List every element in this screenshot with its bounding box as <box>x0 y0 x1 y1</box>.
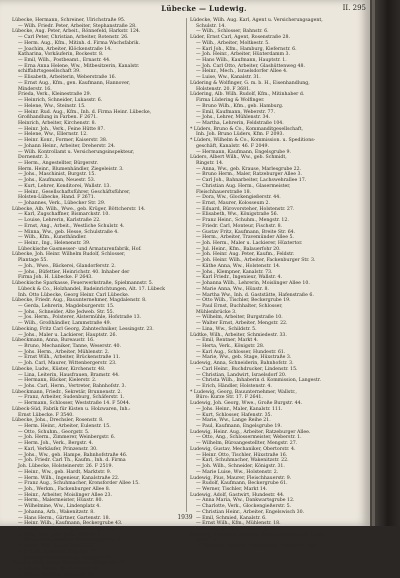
directory-entry: — Friedr. Carl, Monteur, Fischstr. 8. <box>196 223 283 229</box>
directory-entry: Plantage 55. <box>18 258 48 264</box>
directory-entry: — Kurt, Lehrer, Konditorei, Wallstr. 13. <box>18 183 111 189</box>
directory-entry: — Joh. Carl Otto, Arbeiter, Glashüttenweg 48. <box>196 63 305 69</box>
directory-entry: — Erna Anna Helene, Ww., Mitbesitzerin, Kanalstr. <box>18 63 140 69</box>
directory-entry: — Wilhelmine, Ww., Lindenplatz 4. <box>18 504 101 510</box>
directory-entry: — Heinr. Rud. Aug., Kfm., Inh. d. Firma Heinr. Lübecke, <box>18 109 152 115</box>
directory-entry: Lübeck & Co., Holzhandel, Badeinrichtungen, Alt. 17. Lübeck <box>18 286 165 292</box>
directory-entry: — Martha Ww., Inh. d. Gaststätte, Hafenstraße 6. <box>196 292 314 298</box>
directory-entry: — Marie Anna, Ww., Hüxstr. 8. <box>196 286 269 292</box>
directory-entry: Lübecke, Friedr. Aug., Bauunternehmer, Magdalenstr. 8. <box>12 298 147 304</box>
directory-entry: Ludewig, Friedrich, Agent u. Versicherungsagent, Lange- <box>190 532 327 538</box>
directory-entry: — Marie, Ww., geb. Stage, Hüxstraße 3. <box>196 355 292 361</box>
directory-entry: — Franz Heinr., Schuhm., Mengstr. 12. <box>196 218 289 224</box>
right-column <box>190 18 362 550</box>
directory-entry: — Christa Wilh., Inhaberin d. Kommission, Langestr. <box>196 378 321 384</box>
directory-entry: — Johs., Maschinist, Burgstr. 15. <box>18 172 96 178</box>
directory-entry: — Werner, Tischler, Markt 14. <box>196 486 268 492</box>
directory-entry: — Heinr. Otto, Tischler, Hüxstraße 16. <box>196 452 288 458</box>
directory-entry: — Joh., Wwe., Bäckerei, Glandorferstr. 2. <box>18 263 116 269</box>
directory-entry: — Heinr. Otto, Arbeiter, Dankwartsgrube 8. <box>18 538 122 544</box>
directory-entry: — Walter Ernst, Arbeiter, Mengstr. 22. <box>196 321 288 327</box>
directory-entry: — Kurt, Schlosser, Hafenstr. 35. <box>196 412 273 418</box>
directory-entry: — Hans Herm., Gärtner, Gartenstr. 18. <box>18 515 111 521</box>
directory-entry: Lübeckmann, Anna, Bureaustr. 16. <box>12 338 95 344</box>
directory-entry: — Wilh. Friedr. Peter, Arbeiter, Stephanstraße 28. <box>18 23 137 29</box>
directory-entry: Lübeckische Sparkasse, Feuerwerkstraße, Spielmannstr. 5. <box>12 281 154 287</box>
directory-entry: — Emil, Schmied, Kanalstr. 6. <box>196 515 267 521</box>
directory-entry: — Johs. Carl, Herm., Vertreter, Bahnhofstr. 3. <box>18 384 126 389</box>
directory-entry: — Paul Ernst, Buchhalter, Schlosser, <box>196 303 283 309</box>
directory-entry: — Johann Heinr., Arbeiter, Dreherstr. 24. <box>18 143 116 149</box>
page-header <box>14 4 366 16</box>
directory-entry: — Joh. Heinr., Arbeiter, Hüxterdamm 3. <box>196 52 291 58</box>
directory-entry: Mühlenbrücke 3. <box>196 309 237 315</box>
directory-entry: — Lina, Ww., Schildstr. 5. <box>196 326 257 332</box>
directory-entry: * Ludewig, Georg, Bauunternehmer, Wallstr., <box>190 389 297 395</box>
directory-entry: — Käthe Anna, Ww., Holstenstr. 14. <box>196 263 281 269</box>
directory-entry: — Heinrich, Schneider, Lukasstr. 6. <box>18 98 103 104</box>
directory-entry: — Charlotte, Verk., Glockengießerstr. 5. <box>196 504 292 510</box>
directory-entry: — Jos. Herm., Polsterer, Alstermühle, Hofstraße 13. <box>18 315 142 321</box>
directory-entry: — Minna, Ww., geb. Hesse, Schulstraße 4. <box>18 229 119 235</box>
page-number: II. 295 <box>342 4 366 12</box>
directory-entry: — Joh. Herm., Zimmerer, Weinbergstr. 6. <box>18 435 116 441</box>
directory-entry: — Bruno Wilh., Kfm., geb. Hamburg. <box>196 103 284 109</box>
directory-entry: — Johanna, Arb., Wakenitzstr. 8. <box>18 509 95 515</box>
directory-entry: Katharina, Vorkäuferin, Bockestr. 8. <box>18 52 104 58</box>
directory-entry: schiffahrtsgesellschaft 39. <box>18 69 81 75</box>
directory-entry: — Johs., Kaufmann, Neuestr. 53. <box>18 178 96 184</box>
directory-entry: — Joh. Carl, Maurer, Wittenbergerstr. 23. <box>18 361 117 367</box>
directory-entry: — Helene, Ww., Ellernstr. 12. <box>18 132 88 138</box>
directory-entry: — Jul. Heinr., Kfm., Balauerfohr 20. <box>196 246 281 252</box>
directory-entry: — Ernst Wilh., Kfm., Mühlenstr. 18. <box>196 521 281 527</box>
directory-entry: Frieda, Verk., Kleinestraße 29. <box>18 92 92 98</box>
directory-entry: — Wilh., Arbeiter, Moltkestr. 5. <box>196 40 270 46</box>
directory-entry: — Heinr., Ww., geb. Hardt, Marktstr. 9. <box>18 469 112 475</box>
directory-entry: Lüdering, Alb. Wilh. Rudolf, Kfm., Mitinhaber d. <box>190 92 305 98</box>
directory-entry: Lübeckische Gasmesser- und Armaturenfabrik, Hof. <box>18 246 142 252</box>
directory-entry: — Ernst, Bahnbeamter, Ratzeburger Allee 4. <box>18 526 125 532</box>
directory-entry: — Joh. Wilh., Schneider, Königstr. 31. <box>196 464 285 470</box>
directory-entry: — Minna, Witwe, Fischergrube 63. <box>18 567 101 572</box>
directory-entry: — Joachim, Arbeiter, Klöckenstraße 14. <box>18 46 112 52</box>
directory-entry: — Johannes, Verk., Lübecker Str. 29. <box>18 201 106 206</box>
directory-entry: Schulstr. 14. <box>196 23 226 29</box>
directory-entry: — Lina, Leiterin, Hausfrauen, Bramstr. 44. <box>18 372 120 378</box>
directory-entry: Büro: Kurze Str. 17. F 2641. <box>196 395 263 401</box>
directory-entry: — Luise, Ww., Kanalstr. 31. <box>196 75 261 81</box>
directory-entry: — Eduard, Bürovorsteher, Holstenstr. 27. <box>196 206 295 212</box>
directory-entry: — Karl Joh., Kfm., Hamburg, Kiefernstr. 6. <box>196 46 297 52</box>
directory-entry: Lübecke, Hermann, Schreiner, Ulrichstraße 95. <box>12 18 126 23</box>
directory-entry: Lübecke, Ludw., Küster, Kirchenstr. 48. <box>12 366 106 372</box>
directory-entry: — Johs. Heinr., Maler, Kanalstr. 111. <box>196 406 283 412</box>
directory-entry: — Joh. Heinr. Aug. Peter, Kaufm., Feldstr. <box>196 252 295 258</box>
directory-entry: — Friedr., Bäcker, Wahmstr. 2. <box>196 526 269 532</box>
directory-entry: Lüders, Albert Wilh., Ww., geb. Schmidt, <box>190 155 287 161</box>
directory-entry: — Otto, Ang., Schlossermeister, Weberstr. 1. <box>196 435 302 441</box>
directory-entry: — Hermann, Bäcker, Kielerstr. 2. <box>18 378 97 384</box>
directory-entry: — Marie, Ww., Lange Reihe 12. <box>18 544 93 550</box>
directory-entry: — Otto Carl Ludewig, Weißenburg, Fennerstr. 126. <box>196 544 318 550</box>
directory-entry: — Wilhelm, Arbeiter, Burgstraße 10. <box>196 315 283 321</box>
directory-entry: Lüder, Ernst Carl, Agent, Rosenstraße 28. <box>190 35 290 41</box>
directory-entry: Inh. Otto Lübecke, Georg Heinr. Carl Lübecke. <box>18 292 130 298</box>
directory-entry: Heinrich, Arbeiter, Kirchenstr. 8. <box>18 120 97 126</box>
directory-entry: — Wilh., Schlosser, Bahnstr. 6. <box>196 29 269 35</box>
directory-entry: Holstenstr. 20. F 3681. <box>196 86 251 92</box>
directory-entry: — Otto Wilh., Tischler, Beckergrube 19. <box>196 298 291 304</box>
directory-entry: — Ernst, Ang., Arbeit., Westliche Schulstr. 4. <box>18 223 125 229</box>
directory-entry: Lüdeke, Gust. Peter, Buchbinder, Hüxstraße 11. <box>12 561 126 567</box>
directory-entry: * Lüders, Bruno & Co., Kommanditgesellschaft, <box>190 126 304 132</box>
book-edge <box>370 0 400 526</box>
directory-entry: — Carl Joh., Bahnarbeiter, Lachswehrallee 17. <box>196 178 307 184</box>
left-column <box>12 18 184 578</box>
directory-entry: — Elisabeth, Arbeiterin, Weberstraße 16. <box>18 75 117 81</box>
directory-entry: — Elise, Ww., geb. Stolz, Wallstr. 7. <box>18 532 102 538</box>
directory-entry: — Johs., Schneider, Alte Jedweb. Str. 55. <box>18 309 115 315</box>
directory-entry: — Ernst Aug., Kfm., gen. Kaufmann, Hannover, <box>18 80 131 86</box>
directory-entry: — Joh. Friedr. Carl Th., Kaufm., Inh. d. Firma <box>18 458 126 464</box>
directory-entry: — Karl, Zugschaffner, Bismarckstr. 10. <box>18 212 110 218</box>
directory-entry: — Herm., Malermeister, Hüxstr. 80. <box>18 498 103 504</box>
directory-entry: — Carl Peter, Christian, Arbeiter, Rotenstr. 26. <box>18 35 129 41</box>
directory-entry: — Louise, Lehrerin, Karlstraße 22. <box>18 218 101 224</box>
directory-entry: — Johs., Maler u. Lackierer, Hauptstr. 26. <box>18 332 117 338</box>
directory-entry: — Rudolf, Kaufmann, Beckergrube 61. <box>196 481 288 487</box>
directory-entry: Großhandlung in Farben. F 2671. <box>18 115 98 121</box>
directory-entry: — Herm. Aug., Kfm., Mitinh. d. Firma Wachsfabrik. <box>18 40 140 46</box>
directory-entry: — Karl, Verkäufer, Prinzenstr. 30. <box>18 446 98 452</box>
directory-entry: — Johs. Herm., Arbeiter, Mühlenstr. 2. <box>18 349 110 355</box>
directory-entry: — Johs., Klempner, Kanalstr. 73. <box>196 269 273 275</box>
directory-entry: Fleischhauerstraße 18. <box>196 189 252 195</box>
directory-entry: Lübecke, Aug. Peter, Arbeit., Rönnefeld, Harkstr. 124. <box>12 29 141 35</box>
directory-entry: — Helene, Ww., Steinstr. 15. <box>18 103 86 109</box>
directory-entry: * Lüders, Wilhelm & Co., Kommission. u. Speditions- <box>190 138 316 144</box>
directory-entry: — Bruno, Mechaniker, Tanne, Weserstr. 40. <box>18 343 121 349</box>
directory-entry: — Wilh., Kfm., Kunsthändler. <box>18 235 87 241</box>
directory-entry: — Bruno Herm., Maler, Ratzeburger Allee 3. <box>196 172 303 178</box>
directory-entry: — Herta, Verk., Königstr. 28. <box>196 343 265 349</box>
directory-entry: Firma Lüdering & Wolfinger. <box>196 98 265 104</box>
directory-entry: — Wilhelm, Büroangestellter, Mengstr. 27. <box>196 441 298 447</box>
directory-entry: — Christian Heinr., Arbeiter, Engelswisch 30. <box>196 509 305 515</box>
directory-entry: — Heinr., Mech., Israelsdorfer Allee 4. <box>196 69 288 75</box>
directory-entry: Lübecke, Johs., Drechsler, Rosenstr. 8. <box>12 418 104 424</box>
directory-entry: — Hans Wilh., Kaufmann, Hauptstr. 1. <box>196 58 287 64</box>
directory-entry: — Heinr., Arbeiter, Langestr. 69. <box>18 572 96 578</box>
directory-entry: — Christian, Landwirt, Israelsdorf 20. <box>196 372 287 378</box>
directory-entry: Ludewig, Anna, Schneiderin, Bahnhofstr. 3. <box>190 361 294 367</box>
running-title: Lübecke — Ludewig. <box>161 4 247 13</box>
directory-entry: Lübecke, Joh. Heinr. Wilhelm Rudolf, Schlosser, <box>12 252 126 258</box>
directory-entry: — Erich, Händler, Holstenstr. 4. <box>196 384 272 389</box>
directory-entry: — Heinr., Gesellschaftsführer, Geschäftsführer, <box>18 189 131 195</box>
directory-entry: — Heinr. Joh., Verk., Feine Hütte 87. <box>18 126 105 132</box>
directory-entry: — Carl Heinr., Buchdrucker, Lindenstr. 15. <box>196 366 298 372</box>
directory-entry: — Gustav Fritz, Kaufmann, Breite Str. 64. <box>196 229 296 235</box>
directory-entry: — Gerda, Lehrerin, Magdeburgerstr. 15. <box>18 303 115 309</box>
directory-entry: — Christian Aug. Herm., Glasermeister, <box>196 183 291 189</box>
directory-entry: Ludewig, Adolf, Gastwirt, Hundestr. 44. <box>190 492 285 498</box>
directory-entry: Ludewig, Gustav, Mechaniker, Obertorstr. 4. <box>190 446 296 452</box>
directory-entry: — Wilh. Kontrollamt u. Versicherungsinspekteur, <box>18 149 135 155</box>
directory-entry: — Joh., Werkm., Fackenburger Allee 8. <box>18 486 111 492</box>
page-footer: 1939 <box>177 514 193 521</box>
directory-entry: — Herm. Joh., Verk., Bergstr. 4. <box>18 441 94 447</box>
directory-entry: Lübecke, Alb. Wilh., Wwe., geb. Krüger, Böttcherstr. 14. <box>12 206 146 212</box>
directory-entry: — Dora, Ww., Glockengießerstr. 44. <box>196 195 281 201</box>
directory-entry: Minderstr. 16. <box>18 86 52 92</box>
directory-entry: Dornenstr. 3. <box>18 155 50 161</box>
directory-entry: — Karl, Schuhmacher, Wakenitzstr. 22. <box>196 458 289 464</box>
directory-entry: — Herm., Arbeiter, Travemünder Allee 5. <box>196 235 294 241</box>
directory-entry: — Ernst, Maurer, Kolosseum 2. <box>196 201 270 206</box>
directory-entry: geschäft, Kanalstr. 46. F 2049. <box>196 143 269 149</box>
directory-entry: — Johs., Lehrer, Mühlenstr. 34. <box>196 115 270 121</box>
directory-entry: — Anna, Ww., geb. Krause, Marlesgrube 22. <box>196 166 302 172</box>
directory-entry: — Heinr. Konr., Former, Kaiserstr. 38. <box>18 138 108 144</box>
directory-entry: Firma Joh. H. Lübecke. F 2643. <box>18 275 93 281</box>
directory-entry: reihe 15. <box>196 538 218 544</box>
directory-entry: — Emil, Rentner, Markt 4. <box>196 338 259 344</box>
directory-entry: — Heinr., Ing., Helenenstr. 39. <box>18 241 91 247</box>
directory-entry: — Hermann, Kaufmann, Engelsgrube 9. <box>196 149 291 155</box>
directory-entry: Ludewig, Pius, Maurer, Fleischhauerstr. 9. <box>190 475 292 481</box>
directory-entry: — Johs., Ww., geb. Hampe, Bahnhofstraße 46. <box>18 452 128 458</box>
directory-entry: — Karl Friedr., Ingenieur, Wallstr. 4. <box>196 275 282 281</box>
directory-entry: — Heinr., Arbeiter, Moislinger Allee 23. <box>18 492 112 498</box>
directory-entry: — Marie Luise, Ww., Holstenstr. 2. <box>196 469 279 475</box>
directory-entry: Holsten-Lübecke, Hand. F 2671. <box>18 195 96 201</box>
directory-entry: Joh. Lübecke, Holsteinerstr. 26. F 2519. <box>18 464 113 470</box>
directory-entry: Ringstr. 14. <box>196 160 224 166</box>
directory-entry: Lübeck-Süd, Fabrik für Kisten u. Holzwaren, Inh.: <box>12 406 131 412</box>
directory-entry: — Anna Maria, Ww., Dankwartsgrube 12. <box>196 498 295 504</box>
directory-entry: Lübeckmann, Friedr., Sekretär, Brunnenstr. 2. <box>12 389 122 395</box>
directory-entry: Lüdtke, Wilh., Arbeiter, Schmiedestr. 33. <box>190 332 287 338</box>
directory-entry: — Joh. Heinr. Wilh., Arbeiter, Fackenburger Str. 3. <box>196 258 316 264</box>
directory-entry: Ludewig, Heinr. Aug., Arbeiter, Ratzeburger Allee. <box>190 429 311 435</box>
directory-entry: — Joachim, Schuhmacher, Wahmstr. 42. <box>18 555 113 561</box>
directory-entry: Inh. Joh. Bruno Lüders, Kfm. F 2093. <box>196 132 284 138</box>
directory-entry: — Elisabeth, Ww., Königstraße 56. <box>196 212 279 218</box>
column-divider <box>186 18 187 512</box>
directory-entry: — Herm. Heinr., Arbeiter, Eulenstr. 15. <box>18 424 111 430</box>
directory-entry: — Emil, Wilh., Postbeamt., Ernastr. 44. <box>18 58 111 64</box>
directory-entry: — Johanna Wilh., Lehrerin, Moislinger Allee 10. <box>196 281 310 287</box>
directory-entry: — Karl Aug., Schlosser, Hundestr. 61. <box>196 349 286 355</box>
directory-entry: — Franz Aug., Schuhmacher, Kronsforder Allee 15. <box>18 481 140 487</box>
directory-entry: — Herm. Wilh., Ingenieur, Kanalstraße 22. <box>18 475 120 481</box>
directory-entry: — Ernst Wilh., Arbeiter, Brückenstraße 11. <box>18 355 121 361</box>
directory-entry: — Otto, Schuhm., Georgstr. 5. <box>18 429 90 435</box>
directory-entry: — Marie, Ww., Lange Reihe 21. <box>196 418 271 424</box>
directory-entry: — Hermann, Schlosser, Weststraße 14. F 5044. <box>18 401 131 407</box>
directory-entry: — Joh. Fr., Schmied, Kanalstr. 17. <box>18 549 98 555</box>
directory-entry: — Franz, Arbeiter, Sudenburg, Schäferstr. 1. <box>18 395 125 401</box>
directory-entry: Lübecking, Fritz Carl Georg, Zahntechniker, Lessingstr. 23. <box>12 326 154 332</box>
directory-entry: — Wilh., Großhändler, Lammstraße 49. <box>18 321 112 327</box>
directory-entry: — Emil, Kaufmann, Weberstr. 77. <box>196 109 276 115</box>
directory-entry: Lüdecke, Wilh. Aug. Karl, Agent u. Versicherungsagent, <box>190 18 323 23</box>
directory-entry: — Martha, Lehrerin, Feldstraße 104. <box>196 120 284 126</box>
directory-entry: Lüdering & Wolfinger, G. m. b. H., Eisenhandlung, <box>190 80 310 86</box>
directory-entry: — Paul, Kaufmann, Engelsgrube 19. <box>196 424 282 430</box>
directory-entry: Herm. Heinr., Blumenhändler, Ziegeleistr. 3. <box>18 166 124 172</box>
directory-entry: — Herm., Angestellter, Bürgerstr. <box>18 160 99 166</box>
directory-entry: — Joh. Herm., Maler u. Lackierer, Hüxtertor. <box>196 241 303 247</box>
directory-entry: Ernst Lübecke. F 3540. <box>18 412 74 418</box>
directory-entry: Ludewig, Joh. Georg, Wwe., Große Burgstr. 44. <box>190 401 303 407</box>
directory-entry: — Johs., Büfettier, Heinrichstr. 40. Inhaber der <box>18 269 130 275</box>
directory-entry: — Heinr. Wilh., Kaufmann, Beckergrube 43. <box>18 521 123 527</box>
